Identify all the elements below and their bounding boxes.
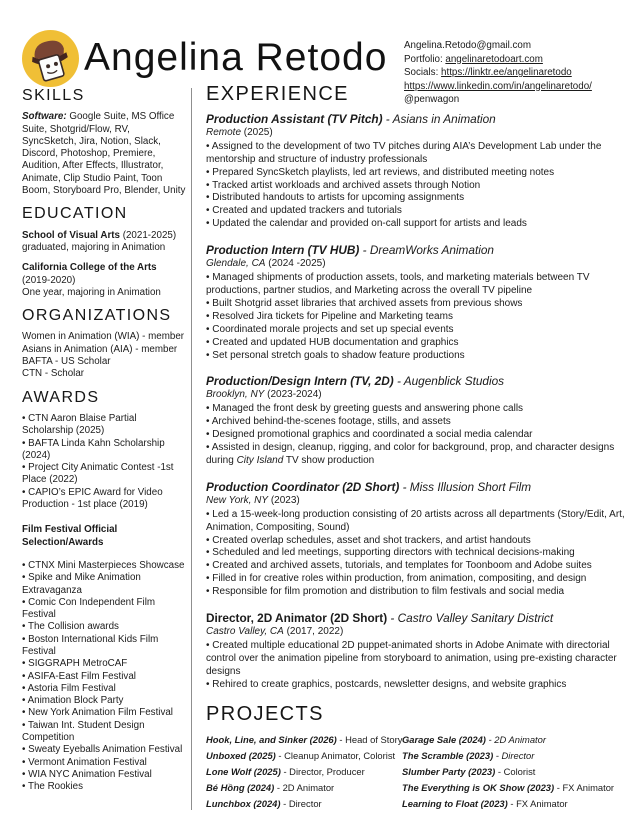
- festivals-list: [22, 560, 186, 794]
- job-dates: (2024 -2025): [265, 258, 326, 270]
- job-location: Brooklyn, NY: [206, 389, 265, 401]
- contact-email: Angelina.Retodo@gmail.com: [404, 40, 532, 51]
- awards-section: [22, 388, 186, 794]
- job-location-line: [206, 626, 632, 639]
- project-role: - 2D Animator: [485, 733, 546, 745]
- job-company: - Augenblick Studios: [393, 374, 505, 389]
- festival-item: • Astoria Film Festival: [22, 683, 186, 695]
- socials-label: Socials:: [404, 67, 442, 78]
- project-item: [402, 748, 632, 764]
- job-location-line: [206, 127, 632, 140]
- education-list: [22, 230, 186, 299]
- education-detail: graduated, majoring in Animation: [22, 241, 166, 253]
- festival-item: • Taiwan Int. Student Design Competition: [22, 720, 186, 745]
- project-item: [402, 764, 632, 780]
- job-company: - Castro Valley Sanitary District: [387, 611, 554, 626]
- job-bullet: [206, 442, 632, 468]
- job-role: Production Coordinator (2D Short): [206, 479, 400, 494]
- job-bullet: • Responsible for film promotion and distribution to film festivals and social media: [206, 586, 632, 599]
- education-section: [22, 205, 186, 299]
- software-label: Software:: [22, 111, 67, 123]
- project-role: - FX Animator: [507, 798, 568, 810]
- festival-item: • Vermont Animation Festival: [22, 757, 186, 769]
- job-bullet: • Prepared SyncSketch playlists, led art reviews, and distributed meeting notes: [206, 167, 632, 180]
- project-item: [206, 796, 402, 812]
- job-title-line: [206, 611, 632, 626]
- job-bullets: [206, 272, 632, 362]
- job-bullet: • Updated the calendar and provided on-call support for artists and leads: [206, 218, 632, 231]
- job-bullets: [206, 509, 632, 599]
- job-bullet: • Led a 15-week-long production consisting of 20 artists across all departments (Story/Edit, Art, Animation, Compositing, Sound): [206, 509, 632, 535]
- job-bullet: • Created multiple educational 2D puppet-animated shorts in Adobe Animate with directorial control over the animation pipeline from storyboard to animation, using pre-existing character designs: [206, 640, 632, 679]
- job-location: New York, NY: [206, 494, 269, 506]
- project-item: [206, 780, 402, 796]
- job-role: Production Intern (TV HUB): [206, 243, 360, 258]
- festival-item: • The Rookies: [22, 781, 186, 793]
- project-role: - Head of Story: [336, 733, 403, 745]
- experience-entry: [206, 611, 632, 692]
- education-school-line: [22, 230, 186, 242]
- projects-title: PROJECTS: [206, 702, 324, 725]
- projects-grid: [206, 732, 632, 813]
- project-role: - Director: [493, 749, 535, 761]
- project-item: [402, 780, 632, 796]
- skills-section: [22, 87, 186, 197]
- job-bullet: • Created and updated HUB documentation and graphics: [206, 337, 632, 350]
- job-location: Glendale, CA: [206, 258, 266, 270]
- festival-item: • New York Animation Film Festival: [22, 707, 186, 719]
- project-item: [206, 764, 402, 780]
- project-title: Bé Hồng (2024): [206, 782, 275, 794]
- job-company: - DreamWorks Animation: [359, 243, 494, 258]
- job-location-line: [206, 258, 632, 271]
- contact-socials: [404, 66, 636, 80]
- job-bullet: • Filled in for creative roles within production, from animation, compositing, and design: [206, 573, 632, 586]
- projects-column-1: [206, 732, 402, 813]
- mascot-logo-icon: [22, 30, 79, 87]
- show-title: City Island: [236, 454, 284, 466]
- job-bullet: • Distributed handouts to artists for upcoming assignments: [206, 192, 632, 205]
- organization-item: CTN - Scholar: [22, 368, 85, 380]
- organizations-title: ORGANIZATIONS: [22, 307, 172, 325]
- award-item: • BAFTA Linda Kahn Scholarship (2024): [22, 438, 186, 463]
- project-title: Lone Wolf (2025): [206, 765, 281, 777]
- skills-text: [22, 111, 186, 197]
- job-bullets: [206, 640, 632, 692]
- job-title-line: [206, 243, 632, 258]
- award-item: • Project City Animatic Contest -1st Place (2022): [22, 462, 186, 487]
- job-bullet: • Rehired to create graphics, postcards, newsletter designs, and website graphics: [206, 679, 632, 692]
- school-name: School of Visual Arts: [22, 229, 120, 241]
- job-bullets: [206, 141, 632, 231]
- resume-name: Angelina Retodo: [84, 36, 388, 79]
- organizations-list: [22, 331, 186, 380]
- linkedin-link[interactable]: https://www.linkedin.com/in/angelinaretodo/: [404, 80, 592, 92]
- festival-item: • ASIFA-East Film Festival: [22, 671, 186, 683]
- job-bullet: • Created overlap schedules, asset and shot trackers, and artist handouts: [206, 535, 632, 548]
- project-title: Lunchbox (2024): [206, 798, 281, 810]
- education-school-line: [22, 262, 186, 287]
- festival-item: • SIGGRAPH MetroCAF: [22, 658, 186, 670]
- experience-entry: [206, 112, 632, 231]
- experience-entry: [206, 480, 632, 599]
- festival-item: • The Collision awards: [22, 621, 186, 633]
- job-bullet: • Built Shotgrid asset libraries that archived assets from previous shows: [206, 298, 632, 311]
- festival-item: • Sweaty Eyeballs Animation Festival: [22, 744, 186, 756]
- education-detail: One year, majoring in Animation: [22, 286, 161, 298]
- bullet-text: Assisted in design, cleanup, rigging, and color for background, prop, and character designs during: [206, 442, 615, 466]
- job-bullet: • Managed shipments of production assets, tools, and marketing materials between TV productions, partner studios, and Marketing across the overall TV pipeline: [206, 272, 632, 298]
- education-item: [22, 262, 186, 299]
- job-dates: (2023-2024): [264, 389, 322, 401]
- awards-title: AWARDS: [22, 388, 100, 406]
- job-bullet: • Tracked artist workloads and archived assets through Notion: [206, 180, 632, 193]
- job-role: Director, 2D Animator (2D Short): [206, 611, 388, 626]
- festival-item: • Animation Block Party: [22, 695, 186, 707]
- project-title: Hook, Line, and Sinker (2026): [206, 733, 337, 745]
- job-title-line: [206, 112, 632, 127]
- linktree-link[interactable]: https://linktr.ee/angelinaretodo: [441, 67, 572, 78]
- school-name: California College of the Arts: [22, 262, 157, 274]
- job-location-line: [206, 389, 632, 402]
- job-bullet: • Coordinated morale projects and set up special events: [206, 324, 632, 337]
- project-item: [402, 796, 632, 812]
- award-item: • CTN Aaron Blaise Partial Scholarship (2025): [22, 413, 186, 438]
- projects-section: [206, 702, 632, 813]
- job-dates: (2023): [268, 494, 300, 506]
- job-role: Production/Design Intern (TV, 2D): [206, 374, 394, 389]
- project-item: [402, 732, 632, 748]
- project-title: The Everything is OK Show (2023): [402, 782, 555, 794]
- festival-item: • WIA NYC Animation Festival: [22, 769, 186, 781]
- column-divider: [191, 88, 192, 810]
- bullet-text: TV show production: [283, 454, 375, 466]
- job-location: Castro Valley, CA: [206, 626, 284, 638]
- festivals-subtitle: Film Festival Official Selection/Awards: [22, 524, 118, 548]
- project-title: The Scramble (2023): [402, 749, 494, 761]
- festival-item: • Boston International Kids Film Festival: [22, 634, 186, 659]
- job-bullet: • Resolved Jira tickets for Pipeline and Marketing teams: [206, 311, 632, 324]
- job-bullet: • Managed the front desk by greeting guests and answering phone calls: [206, 403, 632, 416]
- job-bullet: • Created and archived assets, tutorials, and templates for Toonboom and Adobe suites: [206, 560, 632, 573]
- skills-title: SKILLS: [22, 87, 85, 104]
- job-bullet: • Designed promotional graphics and coordinated a social media calendar: [206, 429, 632, 442]
- job-title-line: [206, 480, 632, 495]
- festival-item: • Spike and Mike Animation Extravaganza: [22, 572, 186, 597]
- job-company: - Miss Illusion Short Film: [399, 479, 532, 494]
- school-years: (2021-2025): [120, 229, 177, 241]
- job-company: - Asians in Animation: [382, 111, 496, 126]
- experience-title: EXPERIENCE: [206, 83, 349, 105]
- project-role: - Colorist: [495, 765, 536, 777]
- job-location: Remote: [206, 126, 242, 138]
- school-years: (2019-2020): [22, 274, 76, 286]
- job-bullet: • Created and updated trackers and tutorials: [206, 205, 632, 218]
- project-item: [206, 748, 402, 764]
- job-bullet: • Set personal stretch goals to shadow feature productions: [206, 350, 632, 363]
- project-role: - Cleanup Animator, Colorist: [275, 749, 396, 761]
- job-role: Production Assistant (TV Pitch): [206, 111, 383, 126]
- organization-item: Women in Animation (WIA) - member: [22, 331, 185, 343]
- experience-entry: [206, 243, 632, 362]
- awards-list: [22, 413, 186, 511]
- organization-item: Asians in Animation (AIA) - member: [22, 343, 178, 355]
- project-title: Garage Sale (2024): [402, 733, 486, 745]
- job-bullet: • Assigned to the development of two TV pitches during AIA’s Development Lab under the mentorship and structure of industry professionals: [206, 141, 632, 167]
- job-bullet: • Archived behind-the-scenes footage, stills, and assets: [206, 416, 632, 429]
- job-bullet: • Scheduled and led meetings, supporting directors with technical decisions-making: [206, 547, 632, 560]
- project-title: Slumber Party (2023): [402, 765, 496, 777]
- project-role: - 2D Animator: [274, 782, 335, 794]
- project-item: [206, 732, 402, 748]
- job-dates: (2017, 2022): [283, 626, 344, 638]
- left-column: [22, 87, 186, 805]
- projects-column-2: [402, 732, 632, 813]
- education-title: EDUCATION: [22, 205, 128, 223]
- social-handle: @penwagon: [404, 94, 460, 105]
- portfolio-label: Portfolio:: [404, 53, 446, 65]
- festival-item: • Comic Con Independent Film Festival: [22, 597, 186, 622]
- contact-portfolio: [404, 53, 636, 67]
- experience-entry: [206, 374, 632, 467]
- project-title: Learning to Float (2023): [402, 798, 508, 810]
- project-role: - FX Animator: [554, 782, 615, 794]
- organizations-section: [22, 307, 186, 380]
- award-item: • CAPIO’s EPIC Award for Video Production - 1st place (2019): [22, 487, 186, 512]
- project-title: Unboxed (2025): [206, 749, 276, 761]
- job-location-line: [206, 495, 632, 508]
- job-dates: (2025): [241, 126, 273, 138]
- portfolio-link[interactable]: angelinaretodoart.com: [445, 53, 543, 65]
- project-role: - Director, Producer: [280, 765, 365, 777]
- job-title-line: [206, 374, 632, 389]
- festival-item: • CTNX Mini Masterpieces Showcase: [22, 560, 186, 572]
- software-list: Google Suite, MS Office Suite, Shotgrid/Flow, RV, SyncSketch, Jira, Notion, Slack, Discord, Photoshop, Premiere, Audition, After Effects, Illustrator, Animate, Clip Studio Paint, Toon Boom, Storyboard Pro, Blender, Unity: [22, 111, 186, 197]
- education-item: [22, 230, 186, 255]
- organization-item: BAFTA - US Scholar: [22, 356, 111, 368]
- project-role: - Director: [280, 798, 322, 810]
- job-bullets: [206, 403, 632, 442]
